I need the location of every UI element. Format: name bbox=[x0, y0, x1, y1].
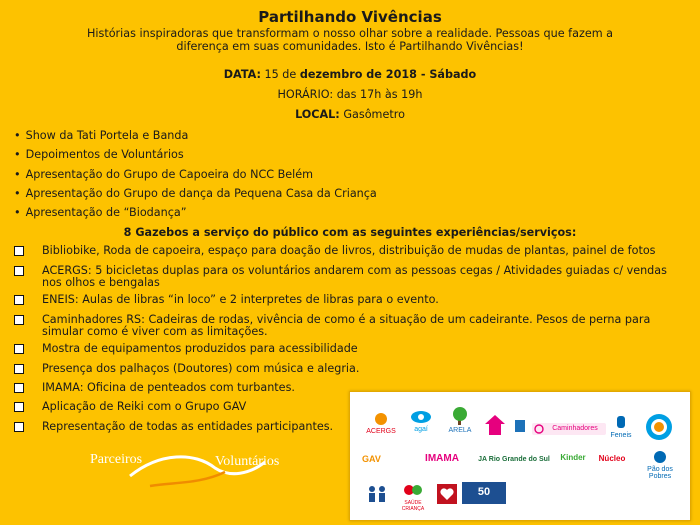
imama-logo bbox=[416, 453, 468, 464]
page-title: Partilhando Vivências bbox=[258, 8, 442, 26]
fifty-logo bbox=[462, 482, 506, 498]
feneis-logo bbox=[608, 414, 634, 439]
house-logo bbox=[483, 414, 507, 438]
checkbox-icon bbox=[14, 383, 24, 393]
heart-icon bbox=[437, 484, 457, 504]
sun-icon bbox=[372, 412, 390, 426]
blue-mark-logo bbox=[510, 418, 530, 436]
caminhadores-logo bbox=[532, 423, 606, 430]
checkbox-icon bbox=[14, 315, 24, 325]
saude-crianca-label: SAÚDE CRIANÇA bbox=[401, 500, 425, 512]
bread-icon bbox=[649, 450, 671, 464]
time-value: das 17h às 19h bbox=[336, 88, 423, 101]
nucleo-label: Núcleo bbox=[598, 454, 626, 463]
circle-icon bbox=[644, 412, 674, 442]
checkbox-icon bbox=[14, 266, 24, 276]
gav-label: GAV bbox=[362, 454, 381, 464]
nucleo-logo bbox=[592, 454, 632, 463]
kinder-label: Kinder bbox=[560, 453, 586, 462]
event-location bbox=[0, 108, 700, 121]
location-value: Gasômetro bbox=[343, 108, 405, 121]
service-text: Caminhadores RS: Cadeiras de rodas, vivência de como é a situação de um cadeirante. Pesos de perna para simular como é viver com as limitações. bbox=[42, 313, 651, 338]
schedule-list bbox=[14, 126, 377, 222]
service-text: Presença dos palhaços (Doutores) com música e alegria. bbox=[42, 362, 360, 375]
pao-dos-pobres-logo bbox=[636, 450, 684, 480]
service-text: Mostra de equipamentos produzidos para acessibilidade bbox=[42, 342, 358, 355]
imama-label: IMAMA bbox=[425, 453, 459, 464]
service-text: IMAMA: Oficina de penteados com turbantes. bbox=[42, 381, 295, 394]
service-text: Bibliobike, Roda de capoeira, espaço para doação de livros, distribuição de mudas de plantas, painel de fotos bbox=[42, 244, 656, 257]
agai-label: agaí bbox=[414, 426, 428, 433]
parceiros-word: Parceiros bbox=[90, 452, 143, 467]
voluntarios-word: Voluntários bbox=[215, 454, 280, 469]
partner-logos-panel bbox=[349, 391, 691, 521]
heart-logo bbox=[436, 484, 458, 506]
parceiros-voluntarios-logo bbox=[90, 442, 320, 502]
schedule-item: • Apresentação do Grupo de Capoeira do NCC Belém bbox=[14, 165, 377, 184]
date-day: 15 de bbox=[264, 68, 297, 81]
schedule-item: • Show da Tati Portela e Banda bbox=[14, 126, 377, 145]
family-logo bbox=[364, 484, 390, 506]
people-icon bbox=[366, 484, 388, 504]
service-text: Representação de todas as entidades participantes. bbox=[42, 420, 334, 433]
arela-logo bbox=[442, 407, 478, 434]
ja-logo bbox=[474, 456, 554, 463]
service-text: ENEIS: Aulas de libras “in loco” e 2 interpretes de libras para o evento. bbox=[42, 293, 439, 306]
checkbox-icon bbox=[14, 364, 24, 374]
acergs-logo bbox=[364, 412, 398, 435]
date-rest: dezembro de 2018 - Sábado bbox=[299, 68, 477, 81]
hand-icon bbox=[612, 414, 630, 430]
schedule-item: • Depoimentos de Voluntários bbox=[14, 145, 377, 164]
event-time bbox=[0, 88, 700, 101]
ja-label: JA Rio Grande do Sul bbox=[478, 456, 550, 463]
tree-icon bbox=[448, 407, 472, 425]
fifty-label: 50 bbox=[477, 486, 491, 498]
gazebos-title: 8 Gazebos a serviço do público com as seguintes experiências/serviços: bbox=[123, 226, 577, 239]
agai-logo bbox=[404, 410, 438, 433]
checkbox-icon bbox=[14, 422, 24, 432]
service-text: Aplicação de Reiki com o Grupo GAV bbox=[42, 400, 247, 413]
checkbox-icon bbox=[14, 295, 24, 305]
acergs-label: ACERGS bbox=[366, 428, 396, 435]
arela-label: ARELA bbox=[448, 427, 472, 434]
gav-logo bbox=[362, 454, 412, 464]
pao-dos-pobres-label: Pão dos Pobres bbox=[647, 466, 673, 480]
house-icon bbox=[484, 414, 506, 436]
checkbox-icon bbox=[14, 246, 24, 256]
service-text: ACERGS: 5 bicicletas duplas para os voluntários andarem com as pessoas cegas / Atividades guiadas c/ vendas nos olhos e bengalas bbox=[42, 264, 667, 289]
event-date bbox=[0, 68, 700, 81]
location-label: LOCAL: bbox=[295, 108, 340, 121]
date-label: DATA: bbox=[223, 68, 261, 81]
mark-icon bbox=[513, 418, 527, 434]
schedule-item: • Apresentação do Grupo de dança da Pequena Casa da Criança bbox=[14, 184, 377, 203]
sun-circle-logo bbox=[642, 412, 676, 444]
time-label: HORÁRIO: bbox=[277, 88, 334, 101]
feneis-label: Feneis bbox=[610, 432, 632, 439]
swoosh-icon bbox=[90, 442, 320, 502]
checkbox-icon bbox=[14, 344, 24, 354]
schedule-item: • Apresentação de “Biodança” bbox=[14, 203, 377, 222]
intro-text: Histórias inspiradoras que transformam o nosso olhar sobre a realidade. Pessoas que fazem a diferença em suas comunidades. Isto é Partilhando Vivências! bbox=[86, 27, 614, 53]
eye-icon bbox=[410, 410, 432, 424]
kinder-logo bbox=[557, 453, 589, 462]
caminhadores-label: Caminhadores bbox=[552, 425, 598, 432]
kids-icon bbox=[402, 482, 424, 498]
saude-crianca-logo bbox=[394, 482, 432, 512]
checkbox-icon bbox=[14, 402, 24, 412]
